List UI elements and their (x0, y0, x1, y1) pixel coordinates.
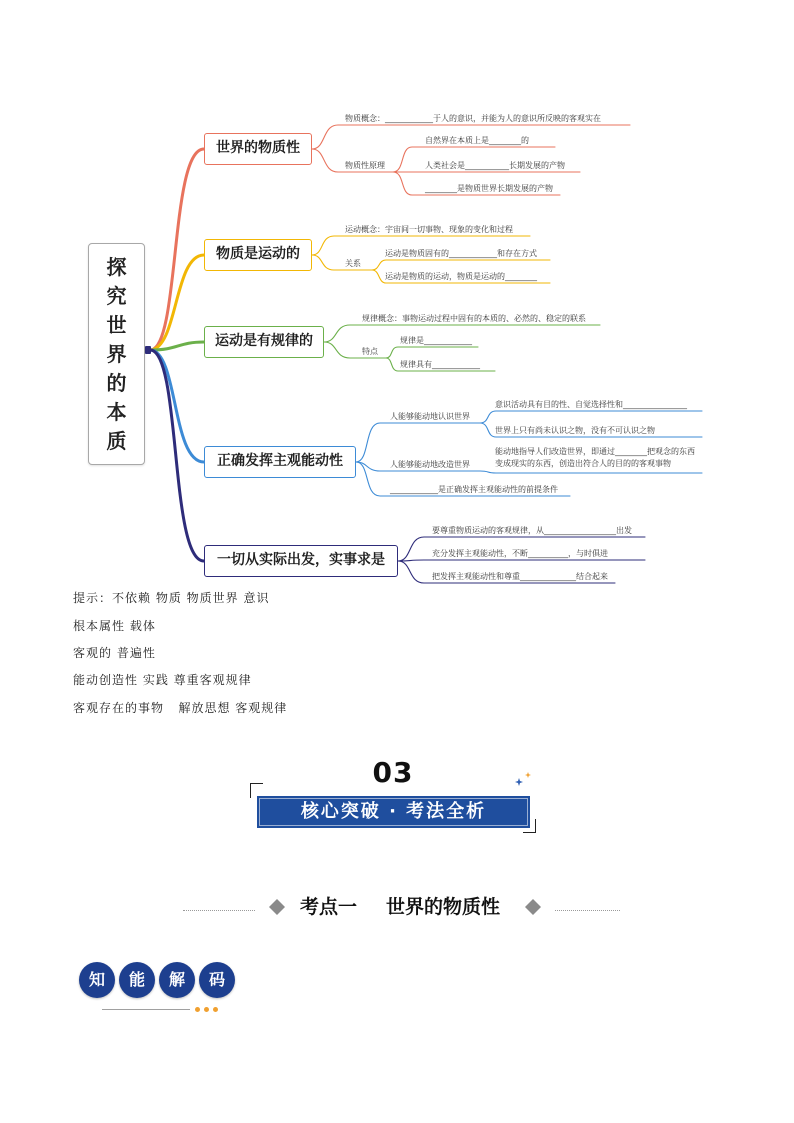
sub-line (356, 423, 480, 462)
sub-line (386, 347, 478, 358)
motion-relation-item: 运动是物质固有的____________和存在方式 (385, 249, 537, 258)
badge-dot (204, 1007, 209, 1012)
badge-underline (102, 1009, 190, 1010)
hint-line: 能动创造性 实践 尊重客观规律 (73, 673, 252, 687)
topic-matter: 世界的物质性 (204, 133, 312, 165)
topic-motion: 物质是运动的 (204, 239, 312, 271)
root-connector (145, 346, 151, 354)
badge-char: 知 (79, 962, 115, 998)
hint-line: 客观存在的事物 解放思想 客观规律 (73, 701, 288, 715)
badge-char: 能 (119, 962, 155, 998)
topic-practice: 一切从实际出发，实事求是 (204, 545, 398, 577)
sparkle-icon (512, 770, 536, 790)
initiative-premise: ____________是正确发挥主观能动性的前提条件 (390, 485, 558, 494)
sub-line (480, 471, 702, 473)
law-feature-item: 规律是____________ (400, 336, 472, 345)
branch-line-matter (151, 149, 204, 350)
badge-dot (195, 1007, 200, 1012)
diamond-icon (269, 899, 285, 915)
branch-line-motion (151, 255, 204, 350)
practice-item: 充分发挥主观能动性，不断__________，与时俱进 (432, 549, 608, 558)
topic-title: 世界的物质性 (386, 896, 501, 918)
bracket-corner-bottom-right (523, 819, 536, 833)
mindmap-root (88, 243, 145, 465)
initiative-know-label: 人能够能动地认识世界 (390, 412, 470, 421)
hint-line: 提示：不依赖 物质 物质世界 意识 (73, 591, 270, 605)
sub-line (398, 560, 645, 561)
initiative-know-item: 意识活动具有目的性、自觉选择性和________________ (495, 400, 687, 409)
sub-line (372, 260, 550, 270)
matter-principle-item: 人类社会是___________长期发展的产物 (425, 161, 565, 170)
law-concept: 规律概念：事物运动过程中固有的本质的、必然的、稳定的联系 (362, 314, 586, 323)
topic-label: 考点一 (300, 896, 358, 918)
law-feature-label: 特点 (362, 347, 378, 356)
practice-item: 把发挥主观能动性和尊重______________结合起来 (432, 572, 608, 581)
initiative-transform-label: 人能够能动地改造世界 (390, 460, 470, 469)
sub-line (480, 411, 702, 423)
initiative-transform-item (495, 446, 695, 470)
dotted-divider-right (555, 910, 620, 911)
motion-relation-item: 运动是物质的运动，物质是运动的________ (385, 272, 537, 281)
practice-item: 要尊重物质运动的客观规律，从__________________出发 (432, 526, 632, 535)
section-banner: 核心突破 · 考法全析 (257, 796, 530, 828)
topic-law: 运动是有规律的 (204, 326, 324, 358)
badge-char: 码 (199, 962, 235, 998)
mindmap-root-label: 探究世界的本质 (106, 254, 127, 453)
initiative-transform-line: 能动地指导人们改造世界，即通过________把观念的东西 (495, 447, 695, 456)
matter-principle-label: 物质性原理 (345, 161, 385, 170)
hint-line: 客观的 普遍性 (73, 646, 156, 660)
matter-concept: 物质概念：____________于人的意识，并能为人的意识所反映的客观实在 (345, 114, 601, 123)
matter-principle-item: ________是物质世界长期发展的产物 (425, 184, 553, 193)
initiative-transform-line: 变成现实的东西，创造出符合人的目的的客观事物 (495, 459, 671, 468)
badge-dot (213, 1007, 218, 1012)
law-feature-item: 规律具有____________ (400, 360, 480, 369)
initiative-know-item: 世界上只有尚未认识之物，没有不可认识之物 (495, 426, 655, 435)
matter-principle-item: 自然界在本质上是________的 (425, 136, 529, 145)
sparkle-star-blue (515, 778, 523, 786)
branch-line-practice (151, 350, 204, 561)
badge-char: 解 (159, 962, 195, 998)
dotted-divider-left (183, 910, 255, 911)
hint-line: 根本属性 载体 (73, 619, 156, 633)
diamond-icon (525, 899, 541, 915)
motion-concept: 运动概念：宇宙间一切事物、现象的变化和过程 (345, 225, 513, 234)
motion-relation-label: 关系 (345, 259, 361, 268)
section-number: 03 (372, 756, 414, 789)
sub-line (312, 255, 372, 270)
branch-line-initiative (151, 350, 204, 462)
sparkle-star-orange (525, 772, 531, 778)
topic-initiative: 正确发挥主观能动性 (204, 446, 356, 478)
